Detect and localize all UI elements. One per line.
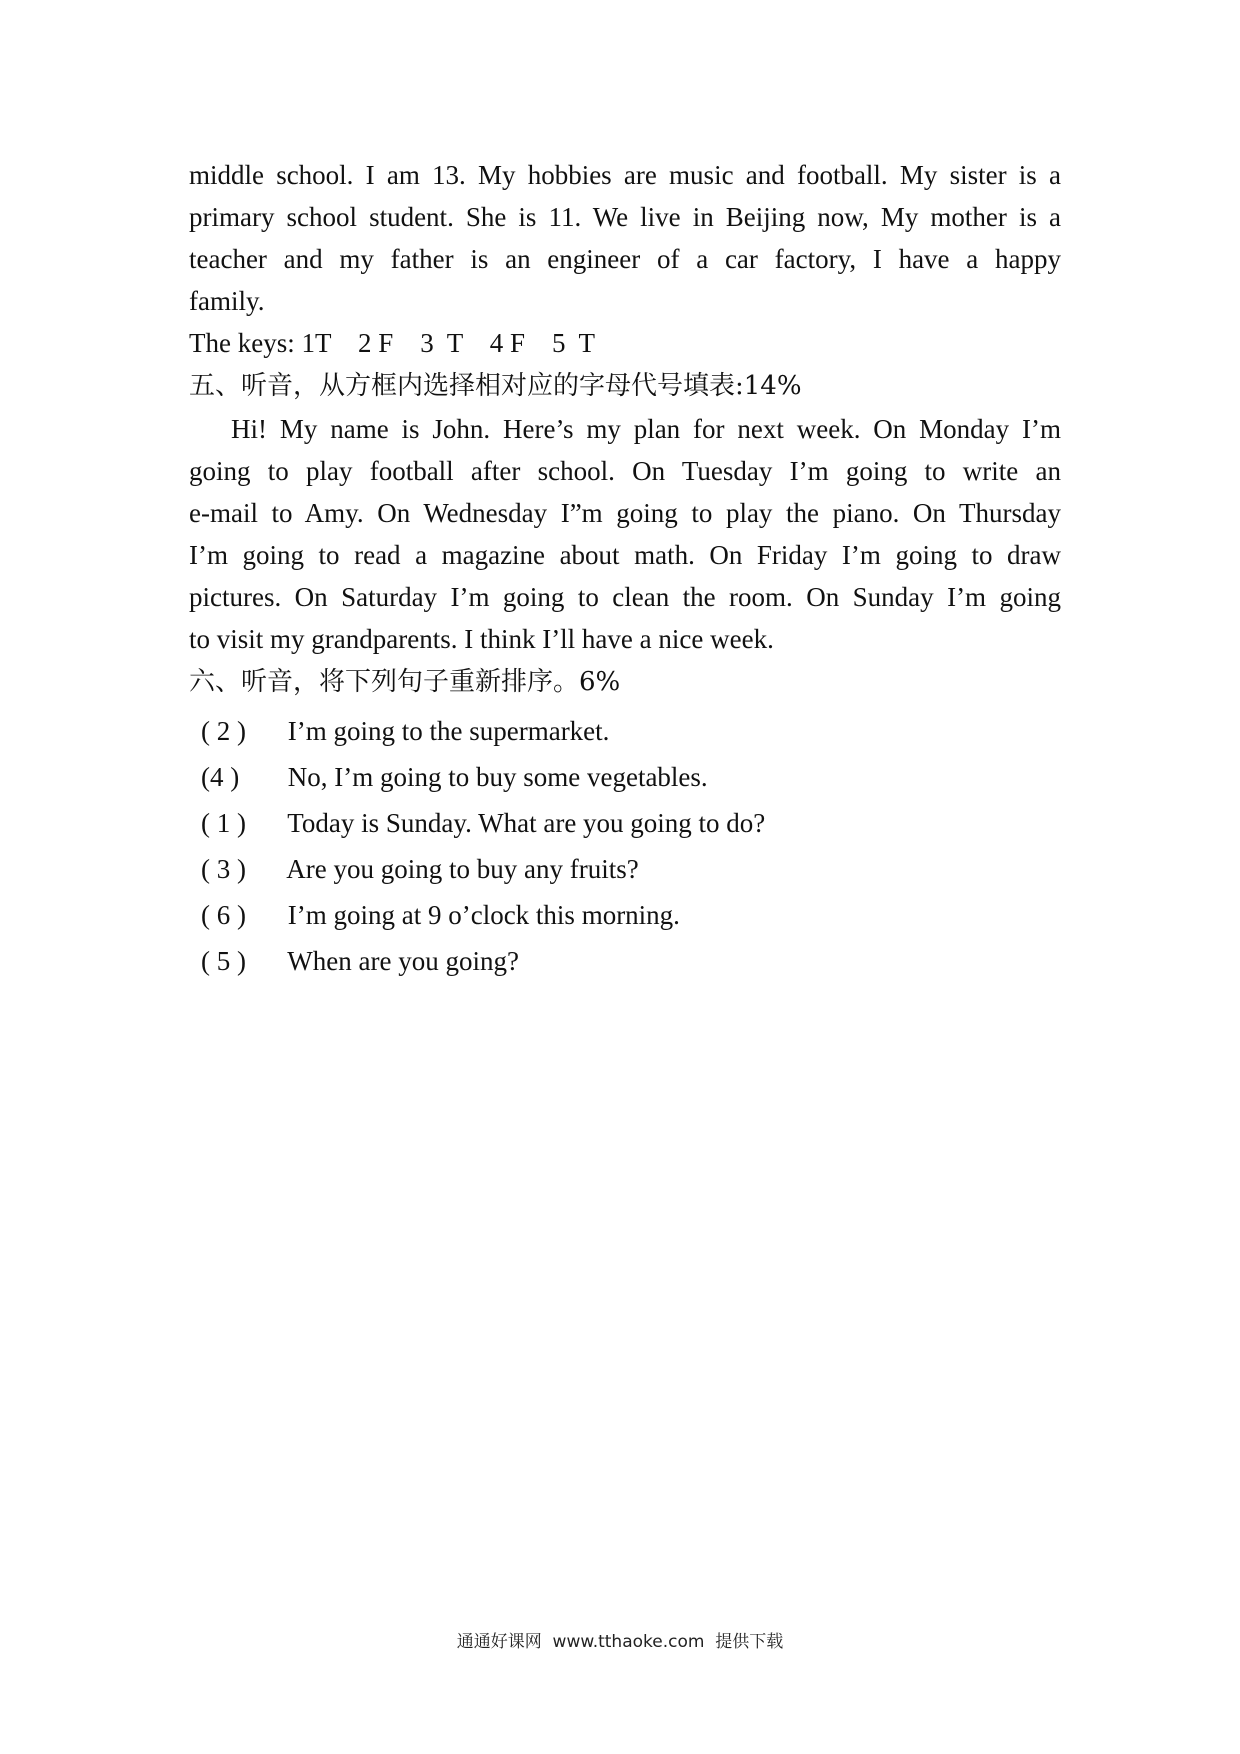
order-sentence: I’m going to the supermarket.: [287, 716, 610, 746]
intro-line: teacher and my father is an engineer of a car factory, I have a happy: [189, 244, 1061, 274]
passage-line: going to play football after school. On Tuesday I’m going to write an: [189, 456, 1061, 486]
list-item: [189, 846, 1061, 892]
section-6-heading: 六、听音，将下列句子重新排序。6%: [189, 667, 621, 697]
intro-line: primary school student. She is 11. We live in Beijing now, My mother is a: [189, 202, 1061, 232]
order-sentence: No, I’m going to buy some vegetables.: [287, 762, 708, 792]
order-bracket: ( 1 ): [201, 808, 246, 838]
list-item: [189, 892, 1061, 938]
page-footer: 通通好课网 www.tthaoke.com 提供下载: [456, 1632, 784, 1652]
list-item: [189, 708, 1061, 754]
order-sentence: Today is Sunday. What are you going to do?: [287, 808, 766, 838]
order-bracket: ( 6 ): [201, 900, 246, 930]
intro-line: family.: [189, 286, 265, 316]
section-5-passage: [189, 408, 1061, 660]
answer-keys: The keys: 1T 2 F 3 T 4 F 5 T: [189, 328, 596, 358]
intro-paragraph: [189, 154, 1061, 322]
order-bracket: ( 5 ): [201, 946, 246, 976]
order-sentence: I’m going at 9 o’clock this morning.: [287, 900, 680, 930]
section-5-heading: 五、听音，从方框内选择相对应的字母代号填表:14%: [189, 371, 802, 401]
passage-line: e-mail to Amy. On Wednesday I”m going to play the piano. On Thursday: [189, 498, 1061, 528]
order-bracket: ( 3 ): [201, 854, 246, 884]
passage-line: to visit my grandparents. I think I’ll have a nice week.: [189, 624, 774, 654]
page-content: [189, 154, 1061, 984]
list-item: [189, 754, 1061, 800]
order-sentence: Are you going to buy any fruits?: [286, 854, 639, 884]
passage-line: pictures. On Saturday I’m going to clean the room. On Sunday I’m going: [189, 582, 1061, 612]
intro-line: middle school. I am 13. My hobbies are music and football. My sister is a: [189, 160, 1061, 190]
passage-line: I’m going to read a magazine about math. On Friday I’m going to draw: [189, 540, 1061, 570]
order-bracket: (4 ): [201, 762, 240, 792]
order-bracket: ( 2 ): [201, 716, 246, 746]
list-item: [189, 800, 1061, 846]
reorder-list: [189, 708, 1061, 984]
list-item: [189, 938, 1061, 984]
order-sentence: When are you going?: [287, 946, 519, 976]
passage-line: Hi! My name is John. Here’s my plan for next week. On Monday I’m: [231, 414, 1061, 444]
